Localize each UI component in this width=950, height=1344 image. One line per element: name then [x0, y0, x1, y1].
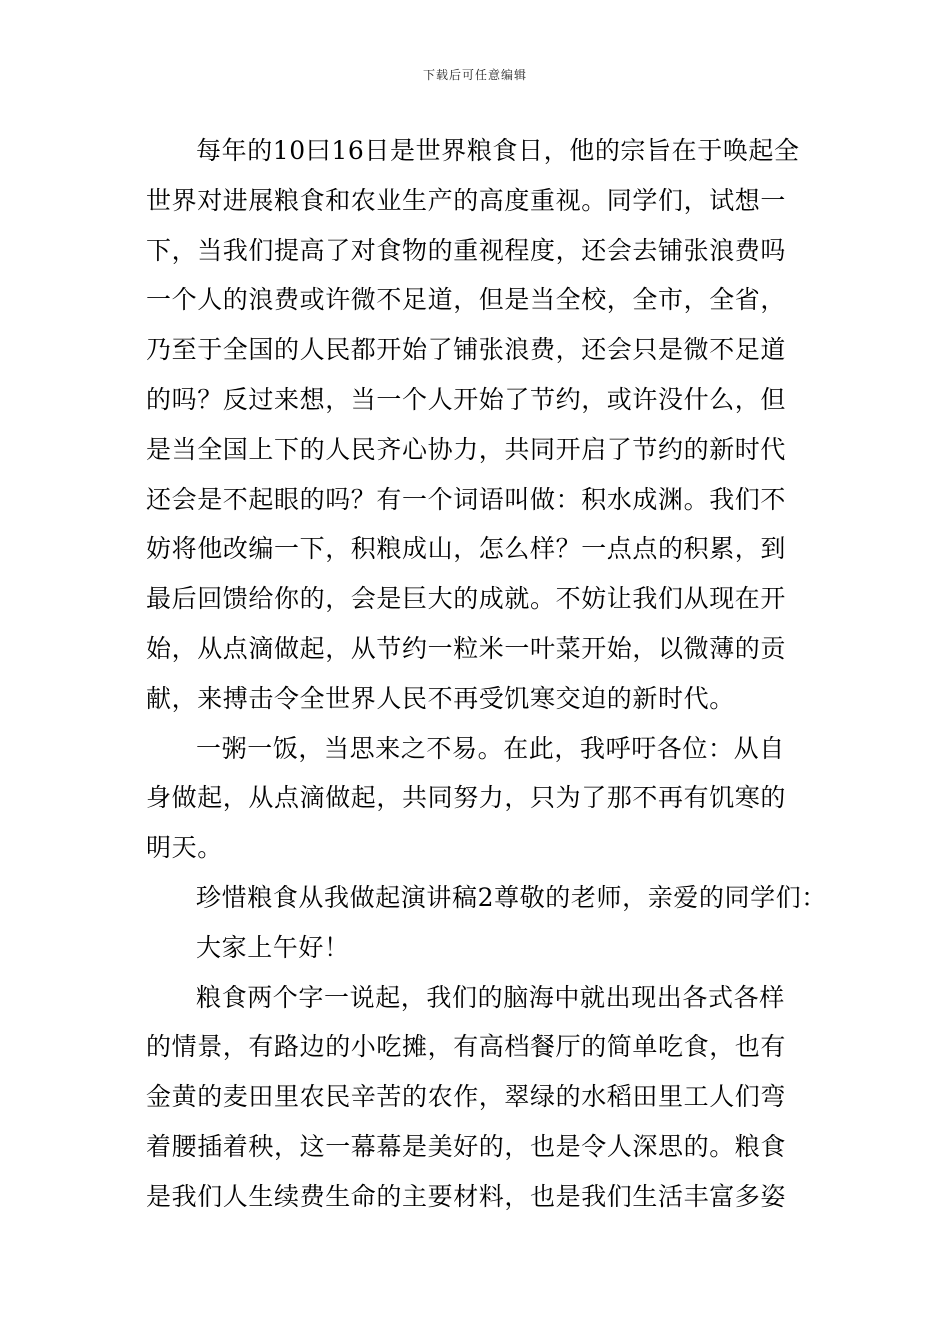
- text-line: 明天。: [146, 833, 223, 863]
- section-heading-line: 珍惜粮食从我做起演讲稿2尊敬的老师，亲爱的同学们：: [196, 882, 827, 912]
- greeting-line: 大家上午好！: [196, 932, 350, 962]
- document-body: [146, 126, 827, 1222]
- text-line: 始，从点滴做起，从节约一粒米一叶菜开始，以微薄的贡: [146, 633, 787, 663]
- text-line: 身做起，从点滴做起，共同努力，只为了那不再有饥寒的: [146, 783, 787, 813]
- text-line: 一粥一饭，当思来之不易。在此，我呼吁各位：从自: [196, 733, 785, 763]
- text-line: 最后回馈给你的，会是巨大的成就。不妨让我们从现在开: [146, 584, 787, 614]
- text-line: 金黄的麦田里农民辛苦的农作，翠绿的水稻田里工人们弯: [146, 1082, 787, 1112]
- text-line: 乃至于全国的人民都开始了铺张浪费，还会只是微不足道: [146, 335, 787, 365]
- text-line: 每年的10曰16日是世界粮食日，他的宗旨在于唤起全: [196, 136, 800, 165]
- text-line: 是当全国上下的人民齐心协力，共同开启了节约的新时代: [146, 434, 787, 464]
- text-line: 世界对进展粮食和农业生产的高度重视。同学们，试想一: [146, 185, 787, 215]
- text-line: 粮食两个字一说起，我们的脑海中就出现出各式各样: [196, 982, 785, 1012]
- text-line: 妨将他改编一下，积粮成山，怎么样？一点点的积累，到: [146, 534, 787, 564]
- text-line: 的情景，有路边的小吃摊，有高档餐厅的简单吃食，也有: [146, 1032, 787, 1062]
- text-line: 着腰插着秧，这一幕幕是美好的，也是令人深思的。粮食: [146, 1131, 787, 1161]
- page-header: 下载后可任意编辑: [422, 68, 527, 82]
- text-line: 是我们人生续费生命的主要材料，也是我们生活丰富多姿: [146, 1181, 787, 1211]
- text-line: 献，来搏击令全世界人民不再受饥寒交迫的新时代。: [146, 683, 735, 713]
- text-line: 下，当我们提高了对食物的重视程度，还会去铺张浪费吗: [146, 235, 787, 265]
- text-line: 还会是不起眼的吗？有一个词语叫做：积水成渊。我们不: [146, 484, 787, 514]
- text-line: 的吗？反过来想，当一个人开始了节约，或许没什么，但: [146, 384, 787, 414]
- text-line: 一个人的浪费或许微不足道，但是当全校，全市，全省，: [146, 285, 787, 315]
